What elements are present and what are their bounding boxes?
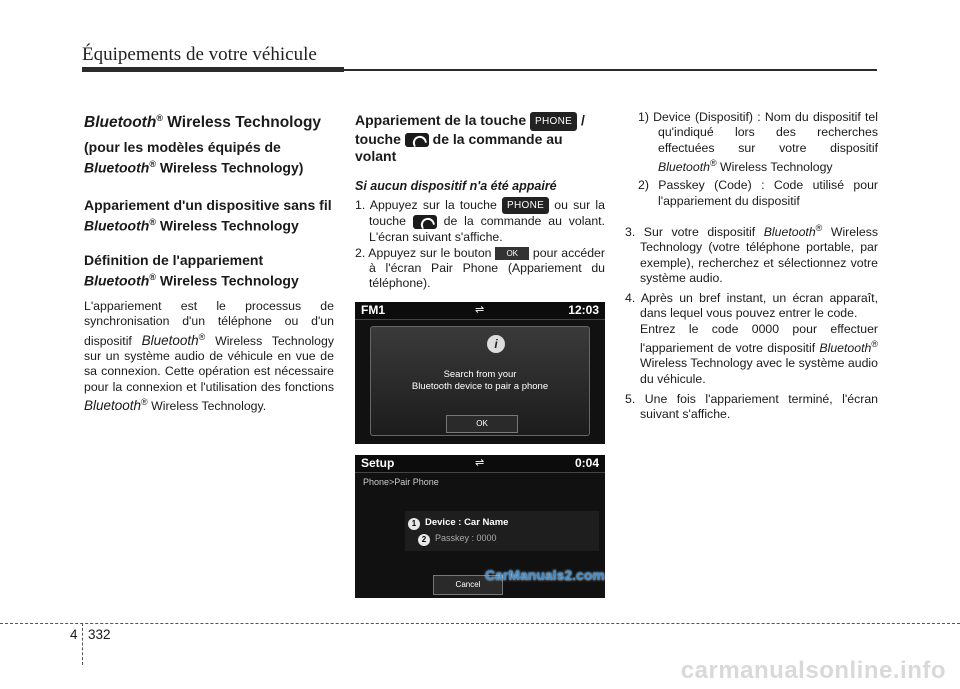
marker-2: 2 xyxy=(418,534,430,546)
steps-list xyxy=(625,221,878,423)
device-info-box xyxy=(405,511,599,551)
watermark-inline: CarManuals2.com xyxy=(485,567,605,583)
heading-phone-key: Appariement de la touche PHONE / touche de la commande au volant xyxy=(355,112,585,164)
mode-label: FM1 xyxy=(361,303,385,317)
list-item: 2) Passkey (Code) : Code utilisé pour l'appariement du dispositif xyxy=(638,178,878,208)
list-item: 4. Après un bref instant, un écran apparaît, dans lequel vous pouvez entrer le code. Entrez le code 0000 pour effectuer l'appariement de votre dispositif Bluetooth® Wireless Technology avec le système audio du véhicule. xyxy=(625,291,878,386)
ok-key-icon: OK xyxy=(495,247,529,260)
section-subtitle: (pour les modèles équipés de Bluetooth® Wireless Technology) xyxy=(84,139,304,176)
column-right xyxy=(625,110,878,424)
status-bar xyxy=(355,302,605,320)
steps-list xyxy=(355,197,605,292)
call-key-icon xyxy=(413,215,437,229)
column-middle xyxy=(355,110,605,293)
watermark-bottom: carmanualsonline.info xyxy=(680,657,946,684)
chapter-number: 4 xyxy=(70,627,78,642)
list-item: 5. Une fois l'appariement terminé, l'écran suivant s'affiche. xyxy=(625,392,878,422)
mode-label: Setup xyxy=(361,456,395,470)
page-number: 332 xyxy=(88,627,111,642)
breadcrumb: Phone>Pair Phone xyxy=(363,477,439,487)
clock: 0:04 xyxy=(574,456,599,470)
heading-definition: Définition de l'appariement Bluetooth® Wireless Technology xyxy=(84,252,299,290)
marker-1: 1 xyxy=(408,518,420,530)
info-icon: i xyxy=(487,335,505,353)
list-item: 1) Device (Dispositif) : Nom du dispositif tel qu'indiqué lors des recherches effectuées sur votre dispositif Bluetooth® Wireless Technology xyxy=(638,110,878,174)
usb-icon: ⇌ xyxy=(475,457,485,469)
status-bar xyxy=(355,455,605,473)
phone-key-icon: PHONE xyxy=(502,197,549,214)
sublist xyxy=(625,110,878,209)
call-key-icon xyxy=(405,133,429,147)
device-name: Device : Car Name xyxy=(425,517,509,528)
footer-divider xyxy=(82,623,83,665)
page-header-title: Équipements de votre véhicule xyxy=(82,44,317,65)
header-bar xyxy=(82,67,344,72)
passkey: Passkey : 0000 xyxy=(435,533,497,543)
subheading-no-device: Si aucun dispositif n'a été appairé xyxy=(355,179,557,193)
cancel-button[interactable]: Cancel xyxy=(433,575,503,595)
clock: 12:03 xyxy=(568,303,599,317)
section-title: Bluetooth® Wireless Technology xyxy=(84,113,322,132)
column-left xyxy=(84,110,334,414)
heading-pairing: Appariement d'un dispositive sans fil Bluetooth® Wireless Technology xyxy=(84,196,332,234)
definition-paragraph: L'appariement est le processus de synchronisation d'un téléphone ou d'un dispositif Bluetooth® Wireless Technology sur un système audio de véhicule en vue de sa connexion. Cette opération est nécessaire pour la connexion et l'utilisation des fonctions Bluetooth® Wireless Technology. xyxy=(84,299,334,414)
header-rule xyxy=(344,69,877,71)
search-dialog xyxy=(370,326,590,436)
usb-icon: ⇌ xyxy=(475,304,485,316)
list-item: 2. Appuyez sur le bouton OK pour accéder à l'écran Pair Phone (Appariement du téléphone). xyxy=(355,245,605,291)
list-item: 1. Appuyez sur la touche PHONE ou sur la touche de la commande au volant. L'écran suivant s'affiche. xyxy=(355,197,605,244)
screen-search-device xyxy=(355,302,605,444)
list-item: 3. Sur votre dispositif Bluetooth® Wireless Technology (votre téléphone portable, par exemple), recherchez et sélectionnez votre système audio. xyxy=(625,222,878,285)
dialog-message: Search from your Bluetooth device to pair a phone xyxy=(411,369,549,392)
footer-rule xyxy=(0,623,960,624)
ok-button[interactable]: OK xyxy=(446,415,518,433)
phone-key-icon: PHONE xyxy=(530,112,577,131)
